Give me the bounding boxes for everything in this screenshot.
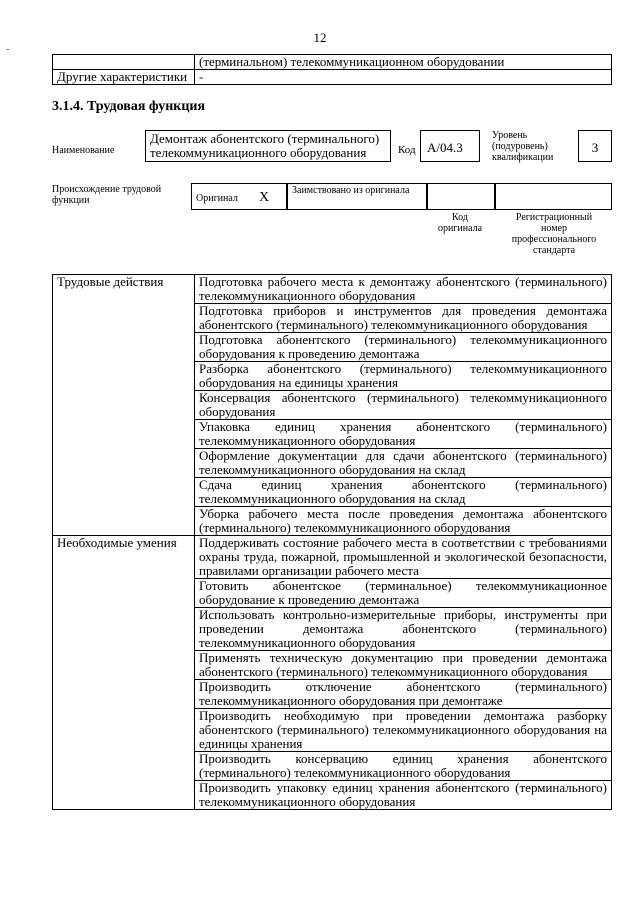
- origin-label: Происхождение трудовой функции: [52, 184, 162, 206]
- margin-mark: -: [6, 44, 10, 55]
- level-box: 3: [578, 130, 612, 162]
- required-skill-item: Готовить абонентское (терминальное) телекоммуникационное оборудование к проведению демонтажа: [195, 579, 612, 608]
- empty-cell: [53, 55, 195, 70]
- required-skill-item: Производить упаковку единиц хранения абонентского (терминального) телекоммуникационного оборудования: [195, 781, 612, 810]
- labor-action-label: Трудовые действия: [53, 275, 195, 536]
- original-label: Оригинал: [196, 193, 238, 204]
- labor-action-item: Подготовка рабочего места к демонтажу абонентского (терминального) телекоммуникационного оборудования: [195, 275, 612, 304]
- page-number: 12: [313, 30, 327, 45]
- required-skill-item: Использовать контрольно-измерительные приборы, инструменты при проведении демонтажа абонентского (терминального) телекоммуникационного оборудования: [195, 608, 612, 651]
- code-origin-caption: Код оригинала: [437, 212, 483, 234]
- section-title: 3.1.4. Трудовая функция: [52, 99, 206, 114]
- required-skill-item: Производить консервацию единиц хранения абонентского (терминального) телекоммуникационного оборудования: [195, 752, 612, 781]
- other-characteristics-value: -: [195, 70, 612, 85]
- labor-action-item: Сдача единиц хранения абонентского (терминального) телекоммуникационного оборудования на склад: [195, 478, 612, 507]
- required-skill-label: Необходимые умения: [53, 536, 195, 810]
- labor-action-item: Подготовка абонентского (терминального) телекоммуникационного оборудования к проведению демонтажа: [195, 333, 612, 362]
- labor-action-item: Упаковка единиц хранения абонентского (терминального) телекоммуникационного оборудования: [195, 420, 612, 449]
- divider: [494, 183, 496, 210]
- labor-action-item: Консервация абонентского (терминального) телекоммуникационного оборудования: [195, 391, 612, 420]
- function-table: [52, 274, 612, 810]
- name-label: Наименование: [52, 145, 115, 156]
- required-skill-row: [53, 536, 612, 579]
- labor-action-item: Разборка абонентского (терминального) телекоммуникационного оборудования на единицы хранения: [195, 362, 612, 391]
- function-name-box: Демонтаж абонентского (терминального) телекоммуникационного оборудования: [145, 130, 391, 162]
- registration-caption: Регистрационный номер профессионального стандарта: [511, 212, 597, 256]
- labor-action-item: Уборка рабочего места после проведения демонтажа абонентского (терминального) телекоммуникационного оборудования: [195, 507, 612, 536]
- required-skill-item: Поддерживать состояние рабочего места в соответствии с требованиями охраны труда, пожарной, промышленной и экологической безопасности, правилами организации рабочего места: [195, 536, 612, 579]
- required-skill-item: Применять техническую документацию при проведении демонтажа абонентского (терминального) телекоммуникационного оборудования: [195, 651, 612, 680]
- required-skill-item: Производить отключение абонентского (терминального) телекоммуникационного оборудования при демонтаже: [195, 680, 612, 709]
- labor-action-item: Оформление документации для сдачи абонентского (терминального) телекоммуникационного оборудования на склад: [195, 449, 612, 478]
- labor-action-item: Подготовка приборов и инструментов для проведения демонтажа абонентского (терминального) телекоммуникационного оборудования: [195, 304, 612, 333]
- continued-table: [52, 54, 612, 85]
- divider: [286, 183, 288, 210]
- required-skill-item: Производить необходимую при проведении демонтажа разборку абонентского (терминального) телекоммуникационного оборудования на единицы хранения: [195, 709, 612, 752]
- borrowed-label: Заимствовано из оригинала: [292, 185, 410, 196]
- other-characteristics-label: Другие характеристики: [53, 70, 195, 85]
- original-mark: X: [259, 190, 270, 205]
- continued-text: (терминальном) телекоммуникационном оборудовании: [195, 55, 612, 70]
- code-box: А/04.3: [420, 130, 480, 162]
- code-label: Код: [398, 144, 416, 156]
- level-label: Уровень (подуровень) квалификации: [492, 130, 554, 163]
- divider: [426, 183, 428, 210]
- labor-action-row: [53, 275, 612, 304]
